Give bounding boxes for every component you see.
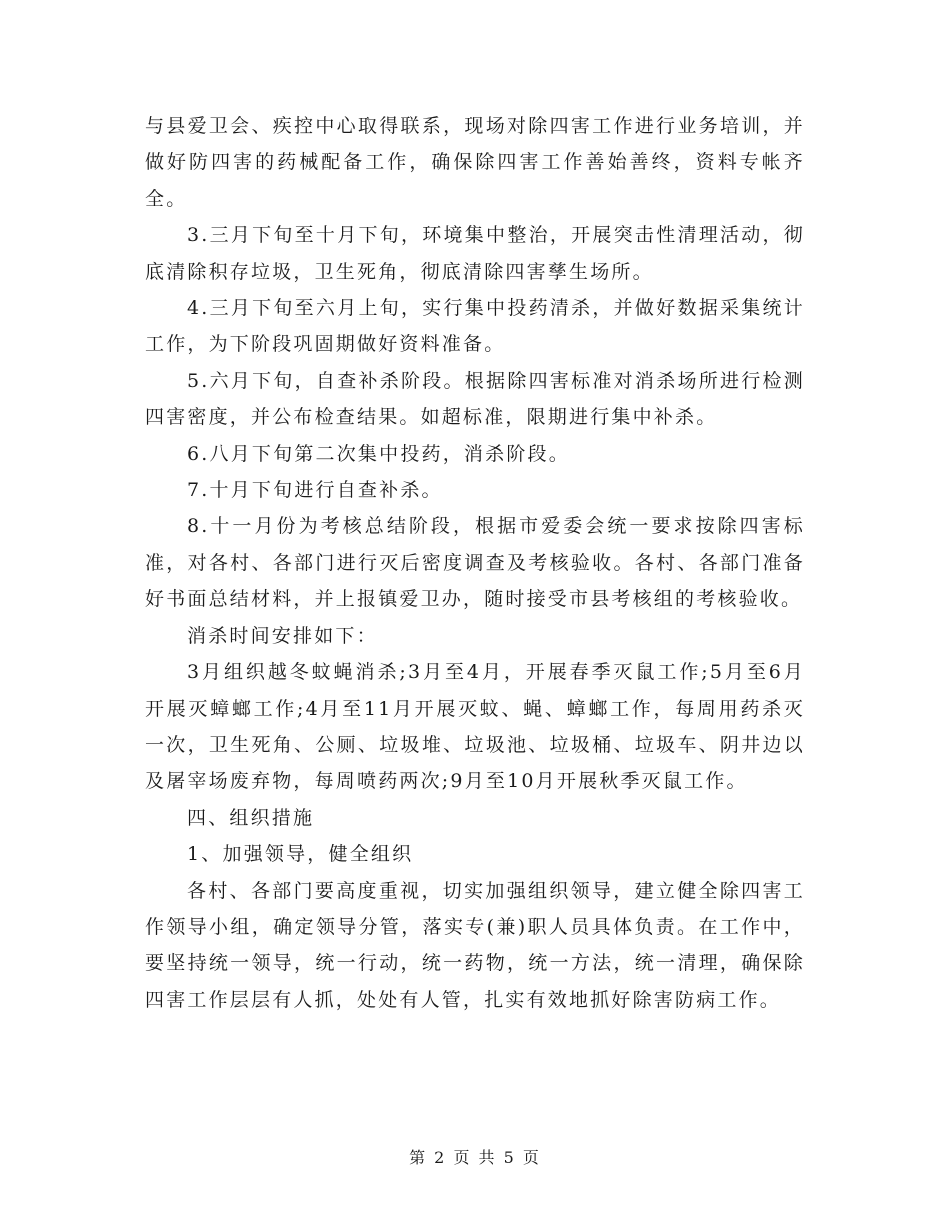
paragraph-8: 消杀时间安排如下： [187,624,378,647]
paragraph-6: 7.十月下旬进行自查补杀。 [187,479,443,502]
paragraph-5: 6.八月下旬第二次集中投药，消杀阶段。 [187,442,570,465]
paragraph-4: 5.六月下旬，自查补杀阶段。根据除四害标准对消杀场所进行检测四害密度，并公布检查结果。如超标准，限期进行集中补杀。 [145,369,805,429]
paragraph-7: 8.十一月份为考核总结阶段，根据市爱委会统一要求按除四害标准，对各村、各部门进行灭后密度调查及考核验收。各村、各部门准备好书面总结材料，并上报镇爱卫办，随时接受市县考核组的考核验收。 [145,515,805,611]
page-number-footer: 第 2 页 共 5 页 [409,1148,541,1167]
subsection-heading: 1、加强领导，健全组织 [187,843,414,866]
section-heading: 四、组织措施 [187,806,315,829]
document-body [145,108,805,1018]
paragraph-2: 3.三月下旬至十月下旬，环境集中整治，开展突击性清理活动，彻底清除积存垃圾，卫生死角，彻底清除四害孳生场所。 [145,224,805,283]
paragraph-3: 4.三月下旬至六月上旬，实行集中投药清杀，并做好数据采集统计工作，为下阶段巩固期做好资料准备。 [145,297,805,356]
paragraph-1: 与县爱卫会、疾控中心取得联系，现场对除四害工作进行业务培训，并做好防四害的药械配备工作，确保除四害工作善始善终，资料专帐齐全。 [145,115,805,210]
paragraph-9: 3月组织越冬蚊蝇消杀;3月至4月，开展春季灭鼠工作;5月至6月开展灭蟑螂工作;4月至11月开展灭蚊、蝇、蟑螂工作，每周用药杀灭一次，卫生死角、公厕、垃圾堆、垃圾池、垃圾桶、垃圾车、阴井边以及屠宰场废弃物，每周喷药两次;9月至10月开展秋季灭鼠工作。 [145,661,805,793]
paragraph-12: 各村、各部门要高度重视，切实加强组织领导，建立健全除四害工作领导小组，确定领导分管，落实专(兼)职人员具体负责。在工作中，要坚持统一领导，统一行动，统一药物，统一方法，统一清理，确保除四害工作层层有人抓，处处有人管，扎实有效地抓好除害防病工作。 [145,879,805,1011]
